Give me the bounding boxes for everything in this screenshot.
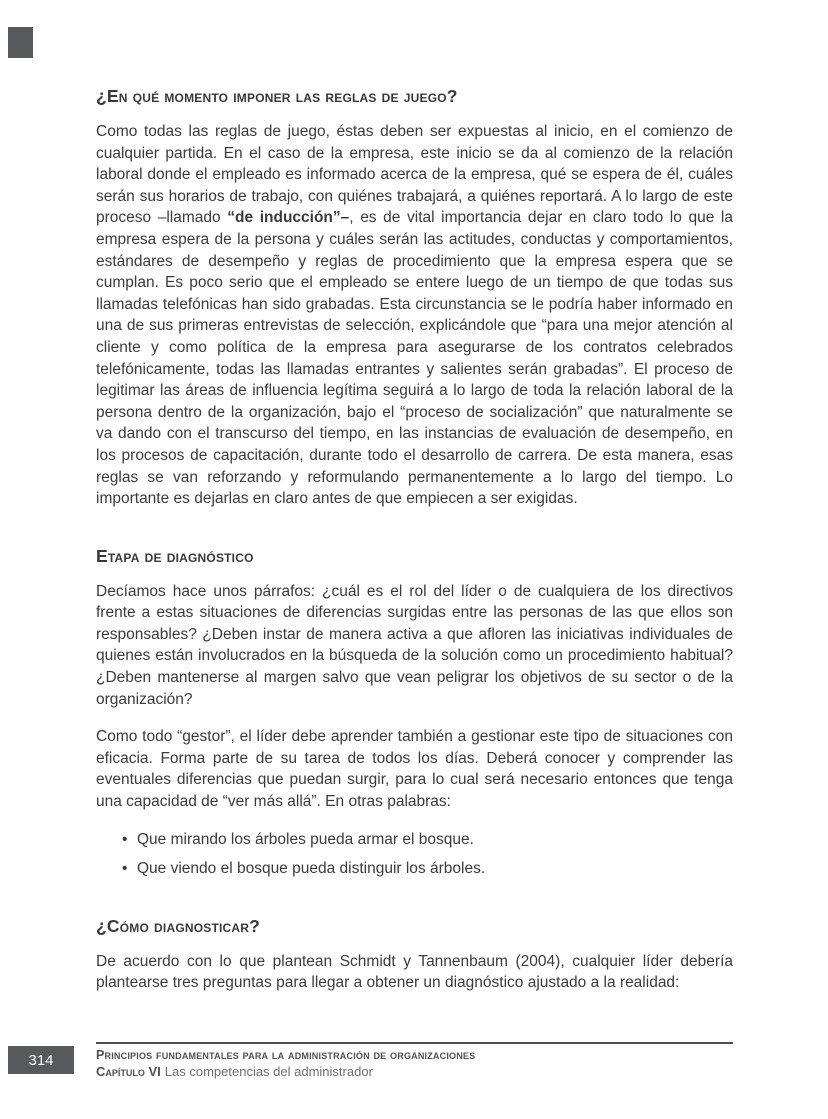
book-title: Principios fundamentales para la administración de organizaciones <box>96 1048 476 1062</box>
page-content <box>96 86 733 1010</box>
bullet-list <box>96 829 733 880</box>
footer-divider <box>96 1042 733 1044</box>
chapter-line <box>96 1064 733 1079</box>
paragraph-text: , es de vital importancia dejar en claro todo lo que la empresa espera de la persona y cuáles serán las actitudes, conductas y comportamientos, estándares de desempeño y reglas de procedimiento que la empresa espera que se cumplan. Es poco serio que el empleado se entere luego de un tiempo de que todas sus llamadas telefónicas han sido grabadas. Esta circunstancia se le podría haber informado en una de sus primeras entrevistas de selección, explicándole que “para una mejor atención al cliente y como política de la empresa para asegurarse de los contratos celebrados telefónicamente, todas las llamadas entrantes y salientes serán grabadas”. El proceso de legitimar las áreas de influencia legítima seguirá a lo largo de toda la relación laboral de la persona dentro de la organización, bajo el “proceso de socialización” que naturalmente se va dando con el transcurso del tiempo, en las instancias de evaluación de desempeño, en los procesos de capacitación, durante todo el desarrollo de carrera. De esta manera, esas reglas se van reforzando y reformulando permanentemente a lo largo del tiempo. Lo importante es dejarlas en claro antes de que empiecen a ser exigidas. <box>96 209 733 508</box>
section-heading-etapa-diagnostico: Etapa de diagnóstico <box>96 545 254 566</box>
chapter-title: Las competencias del administrador <box>164 1064 373 1079</box>
paragraph-como-1: De acuerdo con lo que plantean Schmidt y Tannenbaum (2004), cualquier líder debería plantearse tres preguntas para llegar a obtener un diagnóstico ajustado a la realidad: <box>96 952 733 992</box>
list-item: • Que viendo el bosque pueda distinguir los árboles. <box>122 858 733 880</box>
section-heading-reglas-de-juego: ¿En qué momento imponer las reglas de juego? <box>96 86 458 106</box>
paragraph-text: Como todas las reglas de juego, éstas deben ser expuestas al inicio, en el comienzo de cualquier partida. En el caso de la empresa, este inicio se da al comienzo de la relación laboral donde el empleado es informado acerca de la empresa, qué se espera de él, cuáles serán sus horarios de trabajo, con quiénes trabajará, a quiénes reportará. A lo largo de este proceso –llamado <box>96 123 733 227</box>
paragraph-diagnostico-1: Decíamos hace unos párrafos: ¿cuál es el rol del líder o de cualquiera de los directivos frente a estas situaciones de diferencias surgidas entre las personas de las que ellos son responsables? ¿Deben instar de manera activa a que afloren las iniciativas individuales de quienes están involucrados en la búsqueda de la solución como un procedimiento habitual? ¿Deben mantenerse al margen salvo que vean peligrar los objetivos de su sector o de la organización? <box>96 582 733 708</box>
chapter-tab-marker <box>8 27 33 58</box>
page-number: 314 <box>28 1051 54 1069</box>
bold-phrase-de-induccion: “de inducción”– <box>227 209 350 227</box>
chapter-label: Capítulo VI <box>96 1064 161 1079</box>
list-item: • Que mirando los árboles pueda armar el bosque. <box>122 829 733 851</box>
page-number-badge <box>8 1046 74 1074</box>
footer-text-block <box>96 1042 733 1079</box>
section-heading-como-diagnosticar: ¿Cómo diagnosticar? <box>96 915 261 936</box>
paragraph-reglas <box>96 121 733 510</box>
paragraph-diagnostico-2: Como todo “gestor”, el líder debe aprender también a gestionar este tipo de situaciones con eficacia. Forma parte de su tarea de todos los días. Deberá conocer y comprender las eventuales diferencias que puedan surgir, para lo cual será necesario entonces que tenga una capacidad de “ver más allá”. En otras palabras: <box>96 728 733 811</box>
